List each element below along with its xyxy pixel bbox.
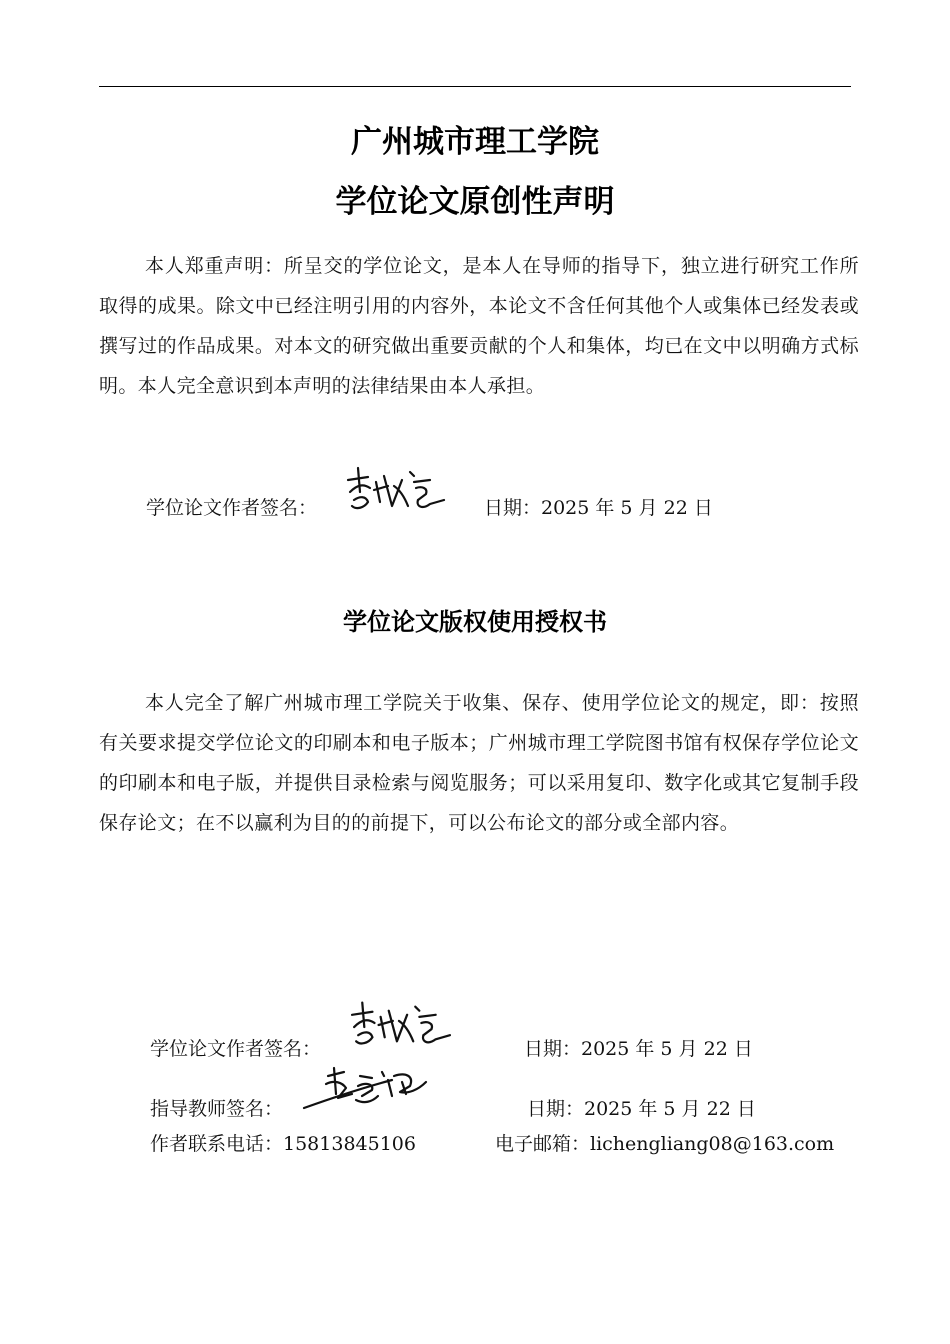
authorization-paragraph: 本人完全了解广州城市理工学院关于收集、保存、使用学位论文的规定，即：按照有关要求提交学位论文的印刷本和电子版本；广州城市理工学院图书馆有权保存学位论文的印刷本和电子版，并提供目录检索与阅览服务；可以采用复印、数字化或其它复制手段保存论文；在不以赢利为目的的前提下，可以公布论文的部分或全部内容。 — [99, 692, 859, 834]
top-rule — [99, 86, 851, 87]
author-signature-image — [344, 466, 448, 514]
authorization-author-sign-label: 学位论文作者签名： — [150, 1038, 322, 1060]
supervisor-date: 日期：2025 年 5 月 22 日 — [527, 1098, 756, 1120]
supervisor-signature-image — [302, 1064, 436, 1112]
authorization-author-date: 日期：2025 年 5 月 22 日 — [524, 1038, 753, 1060]
author-signature-image-2 — [348, 1000, 454, 1050]
declaration-date: 日期：2025 年 5 月 22 日 — [484, 497, 713, 519]
author-phone: 作者联系电话：15813845106 — [150, 1133, 416, 1155]
declaration-paragraph: 本人郑重声明：所呈交的学位论文，是本人在导师的指导下，独立进行研究工作所取得的成果。除文中已经注明引用的内容外，本论文不含任何其他个人或集体已经发表或撰写过的作品成果。对本文的研究做出重要贡献的个人和集体，均已在文中以明确方式标明。本人完全意识到本声明的法律结果由本人承担。 — [99, 255, 859, 397]
author-email: 电子邮箱：lichengliang08@163.com — [495, 1133, 835, 1155]
supervisor-sign-label: 指导教师签名： — [150, 1098, 284, 1120]
declaration-author-sign-label: 学位论文作者签名： — [146, 497, 318, 519]
authorization-title: 学位论文版权使用授权书 — [343, 608, 607, 636]
university-title: 广州城市理工学院 — [351, 124, 599, 160]
declaration-title: 学位论文原创性声明 — [335, 184, 615, 220]
